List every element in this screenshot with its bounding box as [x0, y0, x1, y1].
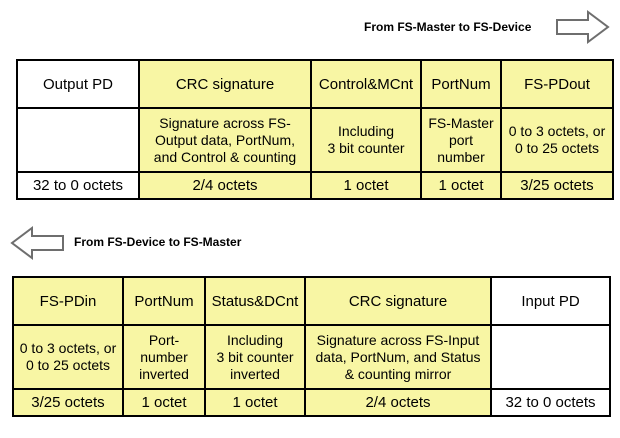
output-pd-header: Output PD	[17, 60, 139, 108]
input-pd-header: Input PD	[491, 277, 610, 325]
crc-signature-description: Signature across FS- Output data, PortNum, and Control & counting	[139, 108, 311, 172]
input-pd-size: 32 to 0 octets	[491, 389, 610, 416]
crc-signature-header: CRC signature	[139, 60, 311, 108]
fs-pdin-description: 0 to 3 octets, or 0 to 25 octets	[13, 325, 123, 389]
left-arrow-icon	[10, 226, 64, 260]
portnum-description: FS-Master port number	[421, 108, 501, 172]
crc-signature-header: CRC signature	[305, 277, 491, 325]
control-mcnt-description: Including 3 bit counter	[311, 108, 421, 172]
control-mcnt-size: 1 octet	[311, 172, 421, 199]
portnum-size: 1 octet	[123, 389, 205, 416]
fs-pdout-header: FS-PDout	[501, 60, 613, 108]
field-name-row	[17, 60, 613, 108]
status-dcnt-description: Including 3 bit counter inverted	[205, 325, 305, 389]
master-to-device-frame	[16, 59, 614, 200]
top-direction-label: From FS-Master to FS-Device	[364, 20, 532, 34]
output-pd-description	[17, 108, 139, 172]
field-size-row	[13, 389, 610, 416]
portnum-header: PortNum	[421, 60, 501, 108]
field-description-row	[13, 325, 610, 389]
field-name-row	[13, 277, 610, 325]
portnum-size: 1 octet	[421, 172, 501, 199]
bottom-direction-label: From FS-Device to FS-Master	[74, 235, 242, 249]
field-size-row	[17, 172, 613, 199]
fs-pdin-size: 3/25 octets	[13, 389, 123, 416]
status-dcnt-size: 1 octet	[205, 389, 305, 416]
fs-pdin-header: FS-PDin	[13, 277, 123, 325]
fs-pdout-description: 0 to 3 octets, or 0 to 25 octets	[501, 108, 613, 172]
portnum-header: PortNum	[123, 277, 205, 325]
control-mcnt-header: Control&MCnt	[311, 60, 421, 108]
crc-signature-description: Signature across FS-Input data, PortNum, and Status & counting mirror	[305, 325, 491, 389]
portnum-description: Port- number inverted	[123, 325, 205, 389]
right-arrow-icon	[556, 10, 610, 44]
field-description-row	[17, 108, 613, 172]
device-to-master-frame	[12, 276, 611, 417]
crc-signature-size: 2/4 octets	[305, 389, 491, 416]
status-dcnt-header: Status&DCnt	[205, 277, 305, 325]
crc-signature-size: 2/4 octets	[139, 172, 311, 199]
output-pd-size: 32 to 0 octets	[17, 172, 139, 199]
fs-pdout-size: 3/25 octets	[501, 172, 613, 199]
input-pd-description	[491, 325, 610, 389]
